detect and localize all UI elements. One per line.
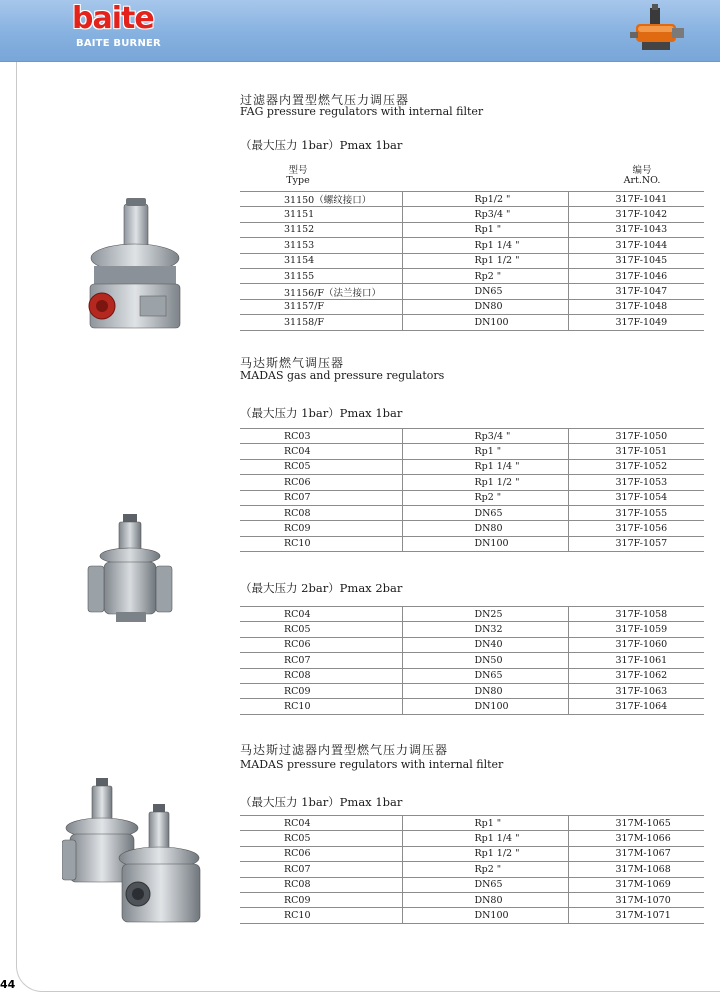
art-no-cell: 317M-1066	[568, 831, 704, 846]
type-cell: 31152	[240, 222, 402, 237]
art-no-cell: 317M-1068	[568, 862, 704, 877]
column-header-type-en: Type	[286, 175, 310, 186]
art-no-cell: 317M-1065	[568, 816, 704, 831]
art-no-cell: 317F-1043	[568, 222, 704, 237]
section-2-title-en: MADAS gas and pressure regulators	[240, 369, 445, 382]
table-row	[240, 846, 704, 861]
art-no-cell: 317F-1056	[568, 521, 704, 536]
table-row	[240, 521, 704, 536]
section-1-title-cn: 过滤器内置型燃气压力调压器	[240, 93, 410, 107]
type-cell: RC04	[240, 444, 402, 459]
type-cell: 31157/F	[240, 299, 402, 314]
column-header-art	[620, 166, 664, 186]
connection-cell: DN65	[402, 877, 568, 892]
table-row	[240, 444, 704, 459]
art-no-cell: 317F-1057	[568, 536, 704, 551]
connection-cell: DN80	[402, 299, 568, 314]
connection-cell: Rp1 "	[402, 222, 568, 237]
madas-filter-regulator-image	[62, 776, 212, 928]
connection-cell: DN80	[402, 892, 568, 907]
type-cell: RC09	[240, 892, 402, 907]
connection-cell: Rp1 1/4 "	[402, 831, 568, 846]
section-1-title-en: FAG pressure regulators with internal filter	[240, 105, 484, 118]
art-no-cell: 317M-1071	[568, 908, 704, 923]
connection-cell: DN65	[402, 284, 568, 299]
table-row	[240, 222, 704, 237]
connection-cell: DN50	[402, 653, 568, 668]
type-cell: 31153	[240, 238, 402, 253]
table-row	[240, 505, 704, 520]
type-cell: RC06	[240, 846, 402, 861]
column-header-art-cn: 编号	[632, 165, 652, 176]
type-cell: RC10	[240, 699, 402, 714]
table-row	[240, 668, 704, 683]
art-no-cell: 317F-1042	[568, 207, 704, 222]
table-row	[240, 831, 704, 846]
type-cell: 31155	[240, 268, 402, 283]
table-row	[240, 683, 704, 698]
connection-cell: Rp1 1/2 "	[402, 846, 568, 861]
connection-cell: Rp3/4 "	[402, 207, 568, 222]
page-number: 44	[0, 978, 16, 991]
connection-cell: DN100	[402, 315, 568, 330]
connection-cell: Rp2 "	[402, 862, 568, 877]
table-row	[240, 238, 704, 253]
type-cell: RC10	[240, 908, 402, 923]
art-no-cell: 317F-1047	[568, 284, 704, 299]
art-no-cell: 317F-1064	[568, 699, 704, 714]
table-row	[240, 908, 704, 923]
section-4-title-cn: 马达斯过滤器内置型燃气压力调压器	[240, 743, 449, 757]
type-cell: 31154	[240, 253, 402, 268]
table-row	[240, 622, 704, 637]
table-row	[240, 207, 704, 222]
table-row	[240, 653, 704, 668]
table-row	[240, 429, 704, 444]
section-4-title-en: MADAS pressure regulators with internal filter	[240, 758, 504, 771]
connection-cell: Rp1/2 "	[402, 192, 568, 207]
table-row	[240, 475, 704, 490]
type-cell: RC04	[240, 607, 402, 622]
table-row	[240, 607, 704, 622]
art-no-cell: 317F-1050	[568, 429, 704, 444]
fag-regulator-image	[80, 196, 190, 336]
section-1-pmax: （最大压力 1bar）Pmax 1bar	[240, 138, 403, 152]
table-row	[240, 536, 704, 551]
connection-cell: Rp2 "	[402, 268, 568, 283]
section-4-pmax: （最大压力 1bar）Pmax 1bar	[240, 795, 403, 809]
table-row	[240, 490, 704, 505]
table-row	[240, 699, 704, 714]
type-cell: RC09	[240, 683, 402, 698]
connection-cell: DN80	[402, 683, 568, 698]
column-header-type-cn: 型号	[288, 165, 308, 176]
table-row	[240, 862, 704, 877]
type-cell: RC07	[240, 490, 402, 505]
column-header-type	[283, 166, 313, 186]
connection-cell: Rp3/4 "	[402, 429, 568, 444]
art-no-cell: 317M-1070	[568, 892, 704, 907]
type-cell: 31156/F（法兰接口）	[240, 284, 402, 299]
art-no-cell: 317F-1058	[568, 607, 704, 622]
section-3-pmax: （最大压力 2bar）Pmax 2bar	[240, 581, 403, 595]
table-row	[240, 637, 704, 652]
art-no-cell: 317F-1044	[568, 238, 704, 253]
type-cell: RC09	[240, 521, 402, 536]
art-no-cell: 317F-1048	[568, 299, 704, 314]
table-row	[240, 816, 704, 831]
type-cell: RC04	[240, 816, 402, 831]
art-no-cell: 317F-1055	[568, 505, 704, 520]
column-header-art-en: Art.NO.	[623, 175, 661, 186]
spec-table-madas-1bar	[240, 428, 704, 552]
connection-cell: DN40	[402, 637, 568, 652]
connection-cell: Rp1 1/4 "	[402, 238, 568, 253]
table-row	[240, 253, 704, 268]
art-no-cell: 317F-1063	[568, 683, 704, 698]
art-no-cell: 317F-1052	[568, 459, 704, 474]
table-row	[240, 877, 704, 892]
connection-cell: DN65	[402, 668, 568, 683]
type-cell: RC05	[240, 459, 402, 474]
art-no-cell: 317F-1062	[568, 668, 704, 683]
type-cell: 31151	[240, 207, 402, 222]
art-no-cell: 317F-1060	[568, 637, 704, 652]
connection-cell: Rp1 1/2 "	[402, 475, 568, 490]
table-row	[240, 315, 704, 330]
connection-cell: Rp1 1/2 "	[402, 253, 568, 268]
spec-table-fag	[240, 191, 704, 331]
type-cell: RC06	[240, 637, 402, 652]
connection-cell: DN80	[402, 521, 568, 536]
connection-cell: DN100	[402, 699, 568, 714]
table-row	[240, 299, 704, 314]
spec-table-madas-2bar	[240, 606, 704, 715]
table-row	[240, 284, 704, 299]
page-header	[0, 0, 720, 62]
type-cell: RC07	[240, 653, 402, 668]
art-no-cell: 317F-1045	[568, 253, 704, 268]
connection-cell: DN100	[402, 908, 568, 923]
art-no-cell: 317F-1061	[568, 653, 704, 668]
table-row	[240, 459, 704, 474]
section-2-title-cn: 马达斯燃气调压器	[240, 356, 345, 370]
art-no-cell: 317M-1069	[568, 877, 704, 892]
brand-name: BAITE BURNER	[76, 38, 161, 49]
art-no-cell: 317F-1054	[568, 490, 704, 505]
art-no-cell: 317M-1067	[568, 846, 704, 861]
connection-cell: Rp2 "	[402, 490, 568, 505]
spec-table-madas-filter	[240, 815, 704, 924]
type-cell: RC03	[240, 429, 402, 444]
type-cell: RC05	[240, 831, 402, 846]
art-no-cell: 317F-1059	[568, 622, 704, 637]
connection-cell: DN25	[402, 607, 568, 622]
table-row	[240, 192, 704, 207]
connection-cell: DN65	[402, 505, 568, 520]
connection-cell: DN32	[402, 622, 568, 637]
brand-logo: baite	[72, 1, 154, 36]
burner-product-icon	[628, 2, 686, 58]
type-cell: RC05	[240, 622, 402, 637]
connection-cell: Rp1 1/4 "	[402, 459, 568, 474]
connection-cell: DN100	[402, 536, 568, 551]
table-row	[240, 268, 704, 283]
madas-regulator-image	[86, 514, 180, 626]
type-cell: 31158/F	[240, 315, 402, 330]
art-no-cell: 317F-1049	[568, 315, 704, 330]
connection-cell: Rp1 "	[402, 816, 568, 831]
type-cell: RC10	[240, 536, 402, 551]
type-cell: RC07	[240, 862, 402, 877]
type-cell: RC08	[240, 505, 402, 520]
section-2-pmax: （最大压力 1bar）Pmax 1bar	[240, 406, 403, 420]
type-cell: 31150（螺纹接口）	[240, 192, 402, 207]
table-row	[240, 892, 704, 907]
type-cell: RC06	[240, 475, 402, 490]
type-cell: RC08	[240, 877, 402, 892]
art-no-cell: 317F-1041	[568, 192, 704, 207]
connection-cell: Rp1 "	[402, 444, 568, 459]
art-no-cell: 317F-1046	[568, 268, 704, 283]
art-no-cell: 317F-1053	[568, 475, 704, 490]
type-cell: RC08	[240, 668, 402, 683]
art-no-cell: 317F-1051	[568, 444, 704, 459]
